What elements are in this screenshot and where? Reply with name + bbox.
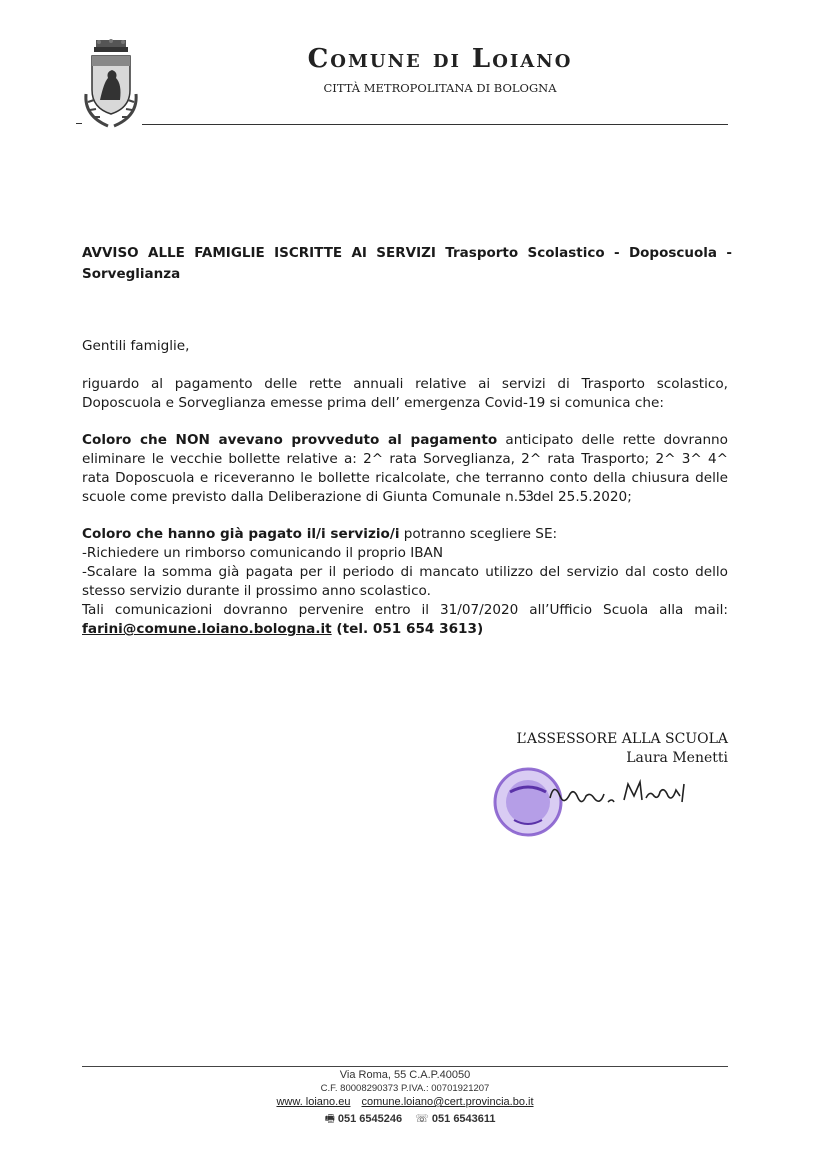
stamp-and-signature bbox=[490, 762, 720, 842]
paid-heading: Coloro che hanno già pagato il/i servizio/i bbox=[82, 526, 400, 542]
option-refund: -Richiedere un rimborso comunicando il proprio IBAN bbox=[82, 545, 444, 561]
option-deduct: -Scalare la somma già pagata per il periodo di mancato utilizzo del servizio dal costo dello stesso servizio durante il prossimo anno scolastico. bbox=[82, 564, 728, 599]
phone-note: (tel. 051 654 3613) bbox=[331, 621, 484, 637]
email-link[interactable]: farini@comune.loiano.bologna.it bbox=[82, 621, 332, 637]
handwritten-signature-icon bbox=[550, 782, 684, 802]
header-divider bbox=[142, 124, 728, 125]
signer-name: Laura Menetti bbox=[626, 750, 728, 766]
unpaid-heading: Coloro che NON avevano provveduto al pagamento bbox=[82, 432, 498, 448]
phone-icon: ☏ bbox=[415, 1113, 429, 1125]
website-link[interactable]: www. loiano.eu bbox=[276, 1096, 351, 1108]
fax-icon: 🖷 bbox=[324, 1113, 335, 1125]
page-title: Comune di Loiano bbox=[307, 44, 573, 74]
municipal-crest-icon bbox=[78, 38, 144, 132]
signer-role: L’ASSESSORE ALLA SCUOLA bbox=[516, 731, 728, 747]
page-subtitle: CITTÀ METROPOLITANA DI BOLOGNA bbox=[323, 81, 557, 95]
pec-email-link[interactable]: comune.loiano@cert.provincia.bo.it bbox=[361, 1096, 534, 1108]
phone-number: 051 6543611 bbox=[431, 1113, 496, 1125]
unpaid-text: anticipato delle rette dovranno eliminare le vecchie bollette relative a: 2^ rata Sorveglianza, 2^ rata Trasporto; 2^ 3^ 4^ rata Doposcuola e riceveranno le bollette ricalcolate, che terranno conto della chiusura delle scuole come previsto dalla Deliberazione di Giunta Comunale n. bbox=[82, 432, 728, 505]
footer-contacts bbox=[82, 1110, 728, 1129]
official-stamp-icon bbox=[495, 769, 561, 835]
header-divider-dot bbox=[76, 123, 82, 124]
footer-tax-ids: C.F. 80008290373 P.IVA.: 00701921207 bbox=[320, 1083, 490, 1094]
notice-heading-bold: AVVISO ALLE FAMIGLIE ISCRITTE AI SERVIZI bbox=[82, 245, 436, 261]
paid-choice: potranno scegliere SE: bbox=[399, 526, 558, 542]
deliberation-number: 53 bbox=[518, 489, 533, 505]
footer-links bbox=[82, 1096, 728, 1108]
footer-address: Via Roma, 55 C.A.P.40050 bbox=[339, 1069, 471, 1081]
notice-heading bbox=[82, 243, 732, 285]
footer-divider bbox=[82, 1066, 728, 1067]
paragraph-intro: riguardo al pagamento delle rette annuali relative ai servizi di Trasporto scolastico, Doposcuola e Sorveglianza emesse prima dell’ emergenza Covid-19 si comunica che: bbox=[82, 376, 728, 411]
paragraph-unpaid bbox=[82, 431, 728, 507]
unpaid-date: del 25.5.2020; bbox=[532, 489, 632, 505]
notice-heading-services: Trasporto Scolastico - Doposcuola - Sorveglianza bbox=[82, 245, 732, 282]
paragraph-paid bbox=[82, 525, 728, 639]
deadline-note: Tali comunicazioni dovranno pervenire entro il 31/07/2020 all’Ufficio Scuola alla mail: bbox=[82, 602, 728, 618]
greeting: Gentili famiglie, bbox=[82, 338, 190, 354]
fax-number: 051 6545246 bbox=[337, 1113, 403, 1125]
